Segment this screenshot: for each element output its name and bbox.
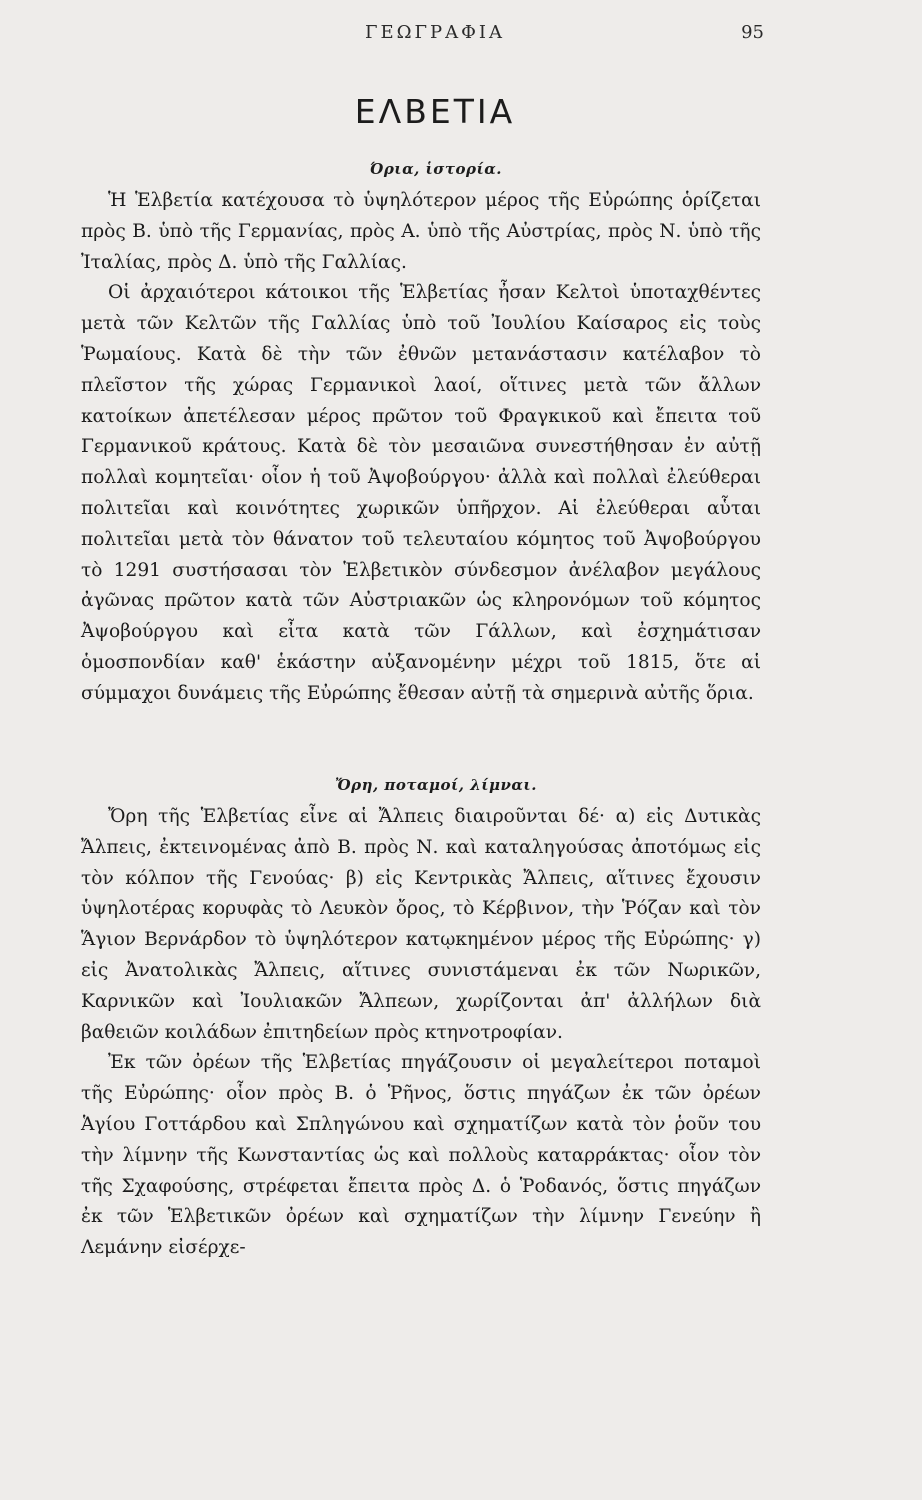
- section-heading-borders-history: Όρια, ἱστορία.: [370, 160, 502, 178]
- paragraph-rivers: Ἐκ τῶν ὀρέων τῆς Ἑλβετίας πηγάζουσιν οἱ μεγαλείτεροι ποταμοὶ τῆς Εὐρώπης· οἷον πρὸς Β. ὁ Ῥῆνος, ὅστις πηγάζων ἐκ τῶν ὀρέων Ἁγίου Γοττάρδου καὶ Σπληγώνου καὶ σχηματίζων κατὰ τὸν ῥοῦν του τὴν λίμνην τῆς Κωνσταντίας ὡς καὶ πολλοὺς καταρράκτας· οἷον τὸν τῆς Σχαφούσης, στρέφεται ἔπειτα πρὸς Δ. ὁ Ῥοδανός, ὅστις πηγάζων ἐκ τῶν Ἑλβετικῶν ὀρέων καὶ σχηματίζων τὴν λίμνην Γενεύην ἢ Λεμάνην εἰσέρχε-: [81, 1052, 761, 1259]
- running-head: [0, 22, 922, 50]
- chapter-title: ΕΛΒΕΤΙΑ: [354, 92, 516, 131]
- running-title: ΓΕΩΓΡΑΦΙΑ: [364, 22, 506, 43]
- section-body-mountains-rivers-lakes: [81, 802, 761, 1264]
- page-number: 95: [741, 22, 764, 43]
- paragraph-borders: Ἡ Ἑλβετία κατέχουσα τὸ ὑψηλότερον μέρος τῆς Εὐρώπης ὁρίζεται πρὸς Β. ὑπὸ τῆς Γερμανίας, πρὸς Α. ὑπὸ τῆς Αὐστρίας, πρὸς Ν. ὑπὸ τῆς Ἰταλίας, πρὸς Δ. ὑπὸ τῆς Γαλλίας.: [81, 190, 761, 273]
- section-heading-mountains-rivers-lakes: Ὄρη, ποταμοί, λίμναι.: [335, 776, 537, 794]
- paragraph-mountains: Ὄρη τῆς Ἑλβετίας εἶνε αἱ Ἄλπεις διαιροῦνται δέ· α) εἰς Δυτικὰς Ἄλπεις, ἐκτεινομένας ἀπὸ Β. πρὸς Ν. καὶ καταληγούσας ἀποτόμως εἰς τὸν κόλπον τῆς Γενούας· β) εἰς Κεντρικὰς Ἄλπεις, αἵτινες ἔχουσιν ὑψηλοτέρας κορυφὰς τὸ Λευκὸν ὄρος, τὸ Κέρβινον, τὴν Ῥόζαν καὶ τὸν Ἅγιον Βερνάρδον τὸ ὑψηλότερον κατῳκημένον μέρος τῆς Εὐρώπης· γ) εἰς Ἀνατολικὰς Ἄλπεις, αἵτινες συνιστάμεναι ἐκ τῶν Νωρικῶν, Καρνικῶν καὶ Ἰουλιακῶν Ἄλπεων, χωρίζονται ἀπ' ἀλλήλων διὰ βαθειῶν κοιλάδων ἐπιτηδείων πρὸς κτηνοτροφίαν.: [81, 806, 761, 1043]
- section-body-borders-history: [81, 186, 761, 710]
- paragraph-history: Οἱ ἀρχαιότεροι κάτοικοι τῆς Ἑλβετίας ἦσαν Κελτοὶ ὑποταχθέντες μετὰ τῶν Κελτῶν τῆς Γαλλίας ὑπὸ τοῦ Ἰουλίου Καίσαρος εἰς τοὺς Ῥωμαίους. Κατὰ δὲ τὴν τῶν ἐθνῶν μετανάστασιν κατέλαβον τὸ πλεῖστον τῆς χώρας Γερμανικοὶ λαοί, οἵτινες μετὰ τῶν ἄλλων κατοίκων ἀπετέλεσαν μέρος πρῶτον τοῦ Φραγκικοῦ καὶ ἔπειτα τοῦ Γερμανικοῦ κράτους. Κατὰ δὲ τὸν μεσαιῶνα συνεστήθησαν ἐν αὐτῇ πολλαὶ κομητεῖαι· οἷον ἡ τοῦ Ἀψοβούργου· ἀλλὰ καὶ πολλαὶ ἐλεύθεραι πολιτεῖαι καὶ κοινότητες χωρικῶν ὑπῆρχον. Αἱ ἐλεύθεραι αὗται πολιτεῖαι μετὰ τὸν θάνατον τοῦ τελευταίου κόμητος τοῦ Ἀψοβούργου τὸ 1291 συστήσασαι τὸν Ἑλβετικὸν σύνδεσμον ἀνέλαβον μεγάλους ἀγῶνας πρῶτον κατὰ τῶν Αὐστριακῶν ὡς κληρονόμων τοῦ κόμητος Ἀψοβούργου καὶ εἶτα κατὰ τῶν Γάλλων, καὶ ἐσχημάτισαν ὁμοσπονδίαν καθ' ἑκάστην αὐξανομένην μέχρι τοῦ 1815, ὅτε αἱ σύμμαχοι δυνάμεις τῆς Εὐρώπης ἔθεσαν αὐτῇ τὰ σημερινὰ αὐτῆς ὅρια.: [81, 282, 761, 704]
